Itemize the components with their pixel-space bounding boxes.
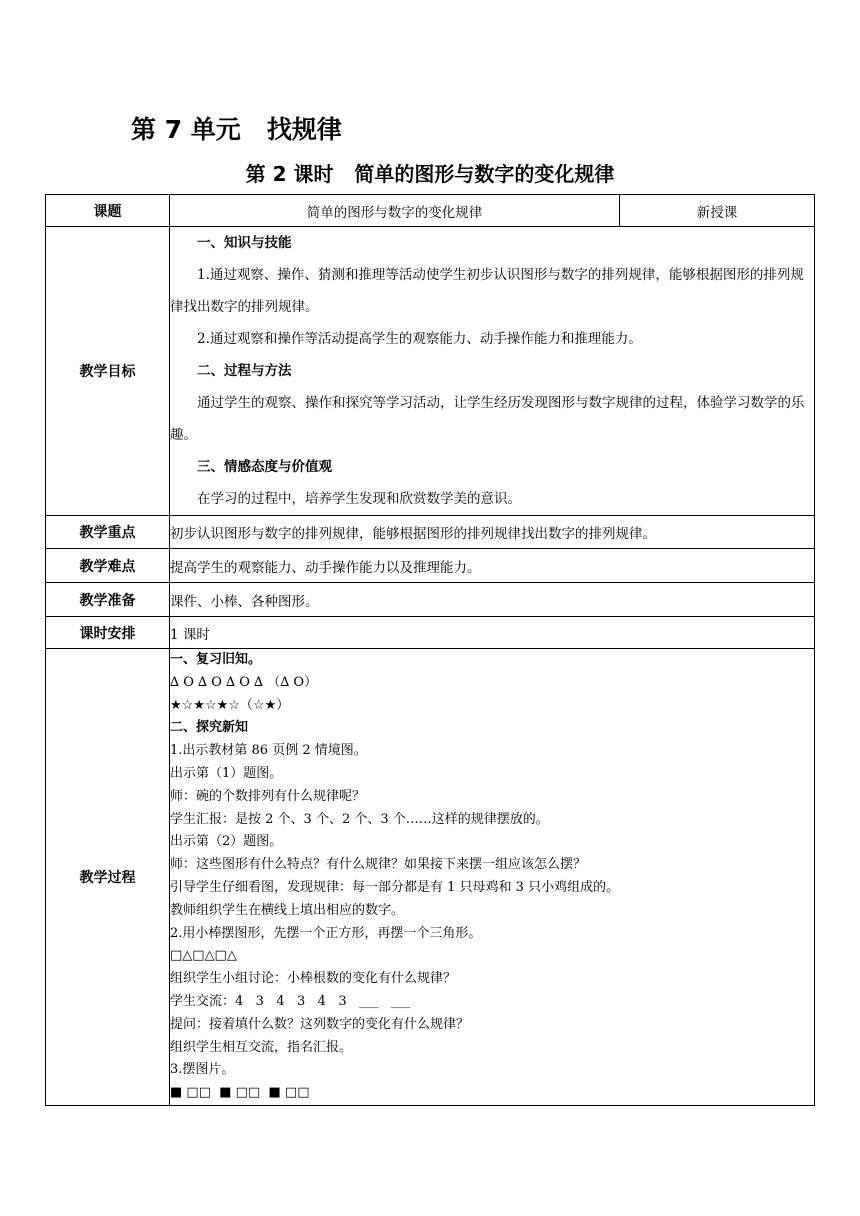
row-schedule	[46, 617, 815, 649]
label-topic: 课题	[46, 195, 170, 227]
unit-title: 第 7 单元 找规律	[131, 115, 342, 144]
process-line: ★☆★☆★☆（☆★）	[170, 697, 290, 713]
process-line: 师：碗的个数排列有什么规律呢？	[170, 788, 366, 804]
process-line-heading: 二、探究新知	[170, 720, 249, 736]
process-line: 学生交流：4 3 4 3 4 3 ___ ___	[170, 993, 411, 1009]
goal-line-heading: 二、过程与方法	[197, 363, 292, 379]
process-line: ■ □□ ■ □□ ■ □□	[170, 1085, 310, 1101]
process-line: ∆ O ∆ O ∆ O ∆ （∆ O）	[170, 674, 318, 690]
process-line: 组织学生小组讨论：小棒根数的变化有什么规律？	[170, 971, 457, 987]
process-line: 1.出示教材第 86 页例 2 情境图。	[170, 743, 367, 759]
schedule-value: 1 课时	[170, 617, 815, 649]
label-goals: 教学目标	[46, 227, 170, 516]
goal-line-heading: 三、情感态度与价值观	[197, 459, 332, 475]
topic-value: 简单的图形与数字的变化规律	[170, 195, 620, 227]
process-line: 3.摆图片。	[170, 1062, 235, 1078]
key-point-value: 初步认识图形与数字的排列规律，能够根据图形的排列规律找出数字的排列规律。	[170, 516, 815, 549]
goal-line: 1.通过观察、操作、猜测和推理等活动使学生初步认识图形与数字的排列规律，能够根据图形的排列规律找出数字的排列规律。	[170, 267, 804, 315]
lesson-type-value: 新授课	[620, 195, 815, 227]
row-key-point	[46, 516, 815, 549]
row-difficulty	[46, 549, 815, 583]
process-line: 学生汇报：是按 2 个、3 个、2 个、3 个……这样的规律摆放的。	[170, 811, 549, 827]
goal-line: 在学习的过程中，培养学生发现和欣赏数学美的意识。	[197, 491, 521, 507]
goal-line: 通过学生的观察、操作和探究等学习活动，让学生经历发现图形与数字规律的过程，体验学习数学的乐趣。	[170, 395, 805, 443]
goals-cell	[170, 227, 815, 516]
process-line: 出示第（2）题图。	[170, 834, 283, 850]
goals-list	[170, 227, 814, 515]
process-line: 师：这些图形有什么特点？有什么规律？如果接下来摆一组应该怎么摆？	[170, 857, 587, 873]
goal-line-heading: 一、知识与技能	[197, 235, 292, 251]
row-topic	[46, 195, 815, 227]
label-key-point: 教学重点	[46, 516, 170, 549]
difficulty-value: 提高学生的观察能力、动手操作能力以及推理能力。	[170, 549, 815, 583]
process-line: □△□△□△	[170, 948, 237, 964]
lesson-title: 第 2 课时 简单的图形与数字的变化规律	[245, 162, 615, 186]
process-cell	[170, 649, 815, 1106]
process-line: 提问：接着填什么数？这列数字的变化有什么规律？	[170, 1016, 470, 1032]
process-line: 2.用小棒摆图形，先摆一个正方形，再摆一个三角形。	[170, 925, 482, 941]
row-process	[46, 649, 815, 1106]
label-schedule: 课时安排	[46, 617, 170, 649]
process-list	[170, 649, 814, 1105]
process-line: 引导学生仔细看图，发现规律：每一部分都是有 1 只母鸡和 3 只小鸡组成的。	[170, 879, 620, 895]
prep-value: 课件、小棒、各种图形。	[170, 583, 815, 617]
goal-line: 2.通过观察和操作等活动提高学生的观察能力、动手操作能力和推理能力。	[197, 331, 642, 347]
label-prep: 教学准备	[46, 583, 170, 617]
process-line: 教师组织学生在横线上填出相应的数字。	[170, 902, 405, 918]
process-line: 组织学生相互交流，指名汇报。	[170, 1039, 353, 1055]
lesson-plan-table	[45, 194, 815, 1106]
row-prep	[46, 583, 815, 617]
process-line-heading: 一、复习旧知。	[170, 652, 262, 667]
process-line: 出示第（1）题图。	[170, 765, 283, 781]
label-process: 教学过程	[46, 649, 170, 1106]
row-goals	[46, 227, 815, 516]
label-difficulty: 教学难点	[46, 549, 170, 583]
